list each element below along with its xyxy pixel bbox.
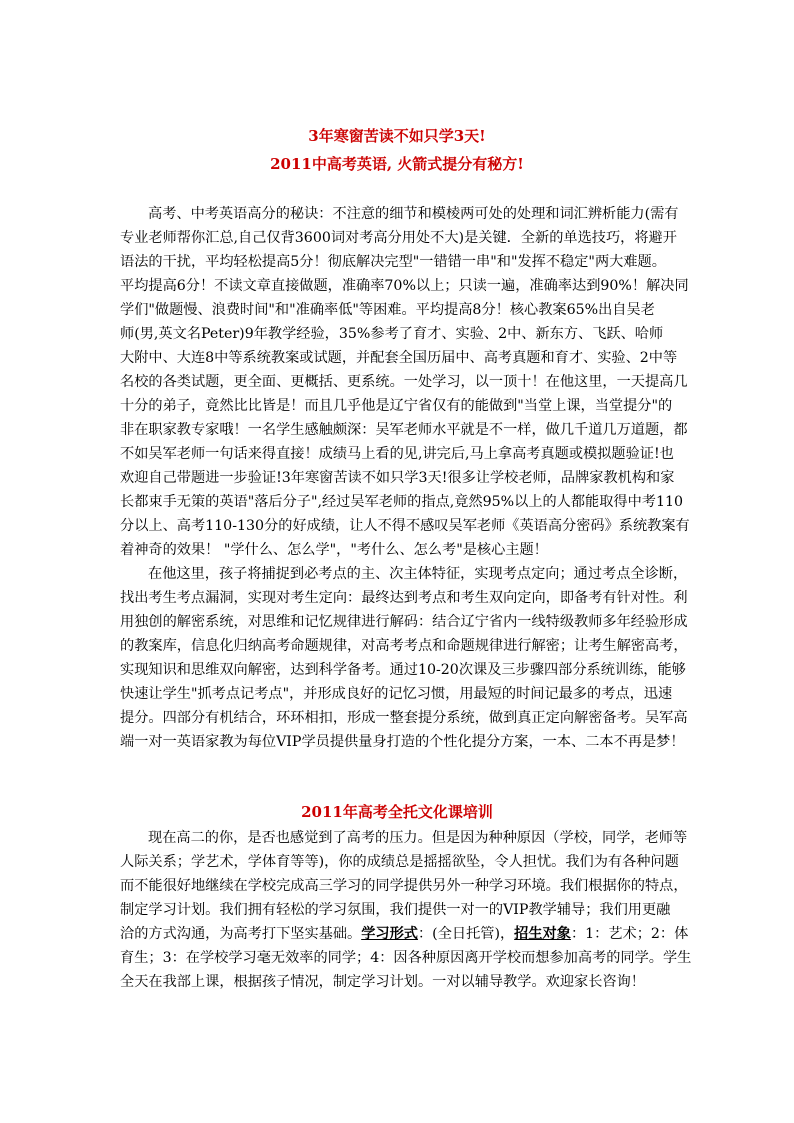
paragraph-2-line: 提分。四部分有机结合，环环相扣，形成一整套提分系统，做到真正定向解密备考。吴军高 (120, 710, 688, 726)
paragraph-2-line: 的教案库，信息化归纳高考命题规律，对高考考点和命题规律进行解密；让考生解密高考， (120, 638, 688, 654)
study-format-value: ：(全日托管)， (417, 926, 515, 942)
paragraph-2-line: 快速让学生"抓考点记考点"，并形成良好的记忆习惯，用最短的时间记最多的考点，迅速 (120, 686, 673, 702)
paragraph-1-line: 师(男,英文名Peter)9年教学经验，35%参考了育才、实验、2中、新东方、飞跃、哈师 (120, 326, 664, 342)
paragraph-1-line: 不如吴军老师一句话来得直接！成绩马上看的见,讲完后,马上拿高考真题或模拟题验证!也 (120, 446, 674, 462)
headline-1: 3年寒窗苦读不如只学3天! (308, 127, 486, 145)
paragraph-1-line: 十分的弟子，竟然比比皆是！而且几乎他是辽宁省仅有的能做到"当堂上课，当堂提分"的 (120, 398, 673, 414)
paragraph-2-line: 端一对一英语家教为每位VIP学员提供量身打造的个性化提分方案，一本、二本不再是梦！ (120, 734, 685, 750)
enrollment-target-value: ：1：艺术；2：体 (570, 926, 689, 942)
paragraph-1-line: 学们"做题慢、浪费时间"和"准确率低"等困难。平均提高8分！核心教案65%出自吴老 (120, 302, 655, 318)
section-2-line: 人际关系；学艺术，学体育等等)，你的成绩总是摇摇欲坠，令人担忧。我们为有各种问题 (120, 854, 679, 870)
paragraph-1-line: 分以上、高考110-130分的好成绩，让人不得不感叹吴军老师《英语高分密码》系统教案有 (120, 518, 690, 534)
paragraph-1-line: 语法的干扰，平均轻松提高5分！彻底解决完型"一错错一串"和"发挥不稳定"两大难题。 (120, 254, 666, 270)
section-2-text: 洽的方式沟通，为高考打下坚实基础。 (120, 926, 362, 942)
enrollment-target-label: 招生对象 (514, 926, 571, 942)
paragraph-1-line: 高考、中考英语高分的秘诀：不注意的细节和模棱两可处的处理和词汇辨析能力(需有 (148, 206, 679, 222)
paragraph-2-line: 找出考生考点漏洞，实现对考生定向：最终达到考点和考生双向定向，即备考有针对性。利 (120, 590, 688, 606)
section-2-line: 育生；3：在学校学习毫无效率的同学；4：因各种原因离开学校而想参加高考的同学。学生 (120, 950, 692, 966)
section-2-line: 而不能很好地继续在学校完成高三学习的同学提供另外一种学习环境。我们根据你的特点， (120, 878, 688, 894)
headline-2: 2011中高考英语, 火箭式提分有秘方! (270, 155, 524, 173)
paragraph-1-line: 平均提高6分！不读文章直接做题，准确率70%以上；只读一遍，准确率达到90%！解决同 (120, 278, 689, 294)
paragraph-1-line: 专业老师帮你汇总,自己仅背3600词对考高分用处不大)是关键．全新的单选技巧，将避开 (120, 230, 677, 246)
paragraph-1-line: 着神奇的效果！ "学什么、怎么学"，"考什么、怎么考"是核心主题！ (120, 542, 548, 558)
paragraph-1-line: 大附中、大连8中等系统教案或试题，并配套全国历届中、高考真题和育才、实验、2中等 (120, 350, 678, 366)
paragraph-1-line: 非在职家教专家哦！一名学生感触颇深：吴军老师水平就是不一样，做几千道几万道题，都 (120, 422, 688, 438)
paragraph-2-line: 用独创的解密系统，对思维和记忆规律进行解码：结合辽宁省内一线特级教师多年经验形成 (120, 614, 688, 630)
section-title: 2011年高考全托文化课培训 (301, 803, 493, 821)
paragraph-2-line: 实现知识和思维双向解密，达到科学备考。通过10-20次课及三步骤四部分系统训练，能够 (120, 662, 686, 678)
section-2-line: 现在高二的你，是否也感觉到了高考的压力。但是因为种种原因（学校，同学，老师等 (148, 830, 688, 846)
study-format-label: 学习形式 (361, 926, 418, 942)
paragraph-1-line: 名校的各类试题，更全面、更概括、更系统。一处学习，以一顶十！在他这里，一天提高几 (120, 374, 688, 390)
section-2-line: 全天在我部上课，根据孩子情况，制定学习计划。一对以辅导教学。欢迎家长咨询！ (120, 974, 645, 990)
paragraph-1-line: 欢迎自己带题进一步验证!3年寒窗苦读不如只学3天!很多让学校老师，品牌家教机构和家 (120, 470, 675, 486)
paragraph-1-line: 长都束手无策的英语"落后分子",经过吴军老师的指点,竟然95%以上的人都能取得中考110 (120, 494, 684, 510)
section-2-line (120, 925, 688, 943)
paragraph-2-line: 在他这里，孩子将捕捉到必考点的主、次主体特征，实现考点定向；通过考点全诊断， (148, 566, 688, 582)
section-2-line: 制定学习计划。我们拥有轻松的学习氛围，我们提供一对一的VIP教学辅导；我们用更融 (120, 902, 671, 918)
